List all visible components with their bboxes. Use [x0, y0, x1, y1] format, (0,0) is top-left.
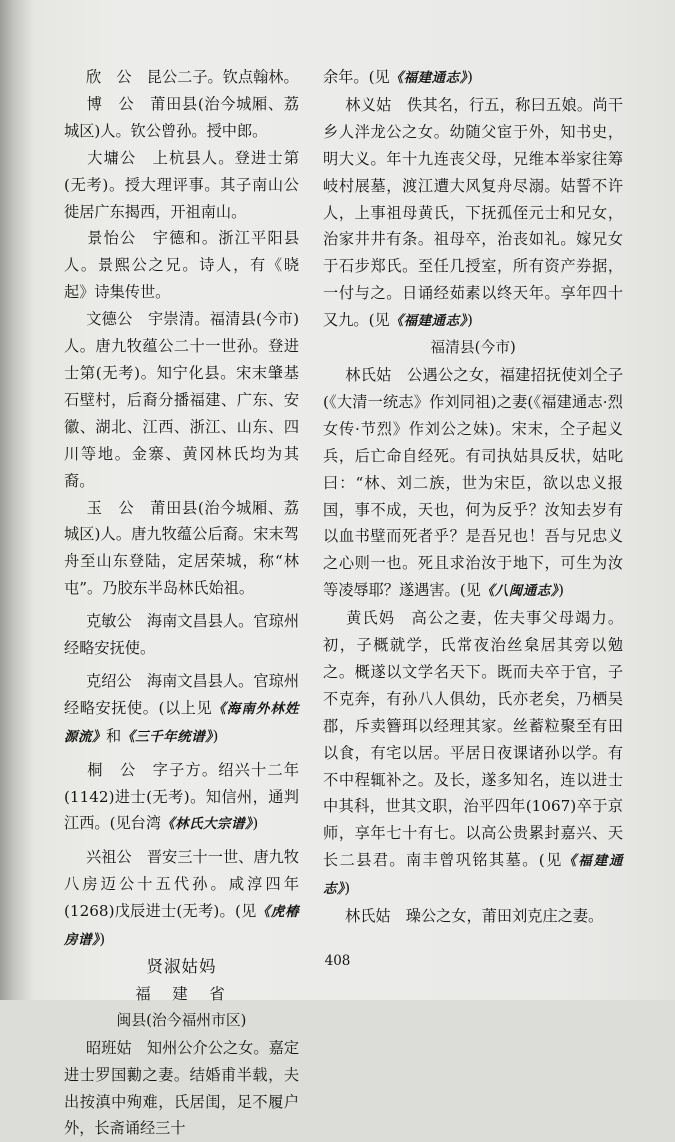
entry-name: 林氏姑: [345, 907, 391, 926]
page-number: 408: [324, 953, 351, 969]
entry-name: 黄氏妈: [345, 609, 396, 628]
entry-text: 莆田县(治今城厢、荔城区)人。钦公曾孙。授中郎。: [64, 94, 299, 140]
source-citation: 《福建通志》: [389, 70, 467, 86]
entry-text: 余年。(见: [323, 68, 390, 86]
entry-yu: [64, 495, 299, 603]
entry-text: ): [212, 726, 219, 745]
entry-zhaoban: [64, 1035, 299, 1142]
entry-text: ): [466, 68, 473, 86]
entry-text: 字子方。绍兴十二年(1142)进士(无考)。知信州，通判江西。(见台湾: [64, 760, 300, 833]
source-citation: 《虎椿房谱》: [64, 904, 300, 949]
entry-name: 林氏姑: [345, 365, 392, 384]
entry-text: ): [466, 311, 473, 330]
entry-text: 宇崇清。福清县(今市)人。唐九牧蕴公二十一世孙。登进士第(无考)。知宁化县。宋末肇基石壁村，后裔分播福建、广东、安徽、湖北、江西、浙江、山东、四川等地。金寨、黄冈林氏均为其裔。: [64, 310, 300, 490]
source-citation: 《海南外林姓源流》: [64, 700, 299, 745]
entry-linshi: [323, 362, 623, 605]
entry-name: 博 公: [86, 94, 135, 113]
entry-kemin: [64, 608, 299, 662]
entry-xingzu: [64, 844, 299, 954]
entry-keshao: [64, 668, 299, 751]
entry-text: 知州公介公之女。嘉定进士罗国勷之妻。结婚甫半载，夫出按滇中殉难，氏居闺，足不履户外，长斋诵经三十: [64, 1038, 300, 1138]
entry-text: 上杭县人。登进士第(无考)。授大理评事。其子南山公徙居广东揭西，开祖南山。: [64, 148, 300, 221]
entry-text: ): [344, 879, 351, 898]
entry-tong: [64, 757, 299, 839]
entry-name: 大墉公: [86, 148, 137, 167]
entry-linshi-2: [323, 903, 623, 930]
entry-name: 玉 公: [86, 498, 135, 517]
source-citation: 《林氏大宗谱》: [161, 816, 253, 833]
entry-name: 昭班姑: [86, 1038, 132, 1057]
entry-linyi: [323, 92, 623, 335]
entry-zhaoban-continued: [323, 64, 623, 92]
entry-text: 璪公之女，莆田刘克庄之妻。: [405, 907, 604, 926]
entry-name: 文德公: [86, 310, 133, 329]
entry-text: ): [252, 814, 259, 833]
entry-wende: [64, 306, 299, 494]
source-citation: 《福建通志》: [323, 853, 623, 898]
entry-dayong: [64, 145, 299, 226]
entry-name: 克敏公: [86, 612, 132, 631]
entry-text: 海南文昌县人。官琼州经略安抚使。: [64, 612, 300, 658]
entry-xin: [64, 64, 299, 91]
district-heading: 闽县(治今福州市区): [116, 1011, 247, 1029]
entry-name: 桐 公: [86, 760, 137, 779]
entry-text: 海南文昌县人。官琼州经略安抚使。(以上见: [64, 671, 300, 717]
right-column: [323, 64, 623, 930]
entry-text: 佚其名，行五，称曰五娘。尚干乡人泮龙公之女。幼随父宦于外，知书史，明大义。年十九连丧父母，兄维本举家往筹岐村展墓，渡江遭大风复舟尽溺。姑誓不许人，上事祖母黄氏，下抚孤侄元士和兄女，治家井井有条。祖母卒，治丧如礼。嫁兄女于石步郑氏。至任几授室，所有资产券据，一付与之。日诵经茹素以终天年。享年四十又九。(见: [323, 95, 624, 330]
entry-huangshi: [323, 605, 623, 903]
entry-text: 和: [106, 726, 122, 745]
entry-text: ): [99, 930, 106, 949]
entry-name: 克绍公: [86, 671, 132, 690]
entry-name: 兴祖公: [86, 848, 132, 867]
entry-name: 景怡公: [86, 229, 137, 248]
entry-jingyi: [64, 225, 299, 306]
entry-text: 高公之妻，佐夫事父母竭力。初，子概就学，氏常夜治丝枲居其旁以勉之。概遂以文学名天下。既而夫卒于官，子不克奔，有孙八人俱幼，氏亦老矣，乃栖吴郡，斥卖簪珥以经理其家。丝蓄粒聚至有田以食，有宅以居。平居日夜课诸孙以学。有不中程辄补之。及长，遂多知名，连以进士中其科，世其文职，治平四年(1067)卒于京师，享年七十有七。以高公贵累封嘉兴、天长二县君。南丰曾巩铭其墓。(见: [323, 609, 624, 870]
entry-name: 欣 公: [86, 68, 132, 86]
source-citation: 《三千年统谱》: [121, 728, 213, 745]
source-citation: 《福建通志》: [389, 313, 467, 330]
left-column: [64, 64, 299, 1142]
source-citation: 《八闽通志》: [480, 583, 559, 600]
province-heading: 福 建 省: [135, 984, 228, 1003]
entry-text: ): [558, 581, 564, 600]
entry-text: 宇德和。浙江平阳县人。景熙公之兄。诗人，有《晓起》诗集传世。: [64, 229, 300, 302]
entry-text: 晋安三十一世、唐九牧八房迈公十五代孙。咸淳四年(1268)戊辰进士(无考)。(见: [64, 848, 300, 921]
entry-text: 公遇公之女，福建招抚使刘仝子(《大清一统志》作刘同祖)之妻(《福建通志·烈女传·节烈》作刘公之妹)。宋末，仝子起义兵，后亡命自经死。有司执姑具反状，姑叱曰：“林、刘二族，世为宋臣，欲以忠义报国，事不成，天也，何为反乎？汝知去岁有以血书壁而死者乎？是吾兄也！吾与兄忠义之心则一也。死且求治汝于地下，可生为汝等凌辱耶？遂遇害。(见: [323, 365, 624, 600]
section-heading: 贤淑姑妈: [146, 957, 217, 976]
entry-bo: [64, 91, 299, 145]
entry-text: 昆公二子。钦点翰林。: [146, 68, 299, 86]
entry-name: 林义姑: [345, 95, 392, 114]
county-heading: 福清县(今市): [430, 339, 516, 357]
entry-text: 莆田县(治今城厢、荔城区)人。唐九牧蕴公后裔。宋末驾舟至山东登陆，定居荣城，称“林屯”。乃胶东半岛林氏始祖。: [64, 498, 299, 598]
